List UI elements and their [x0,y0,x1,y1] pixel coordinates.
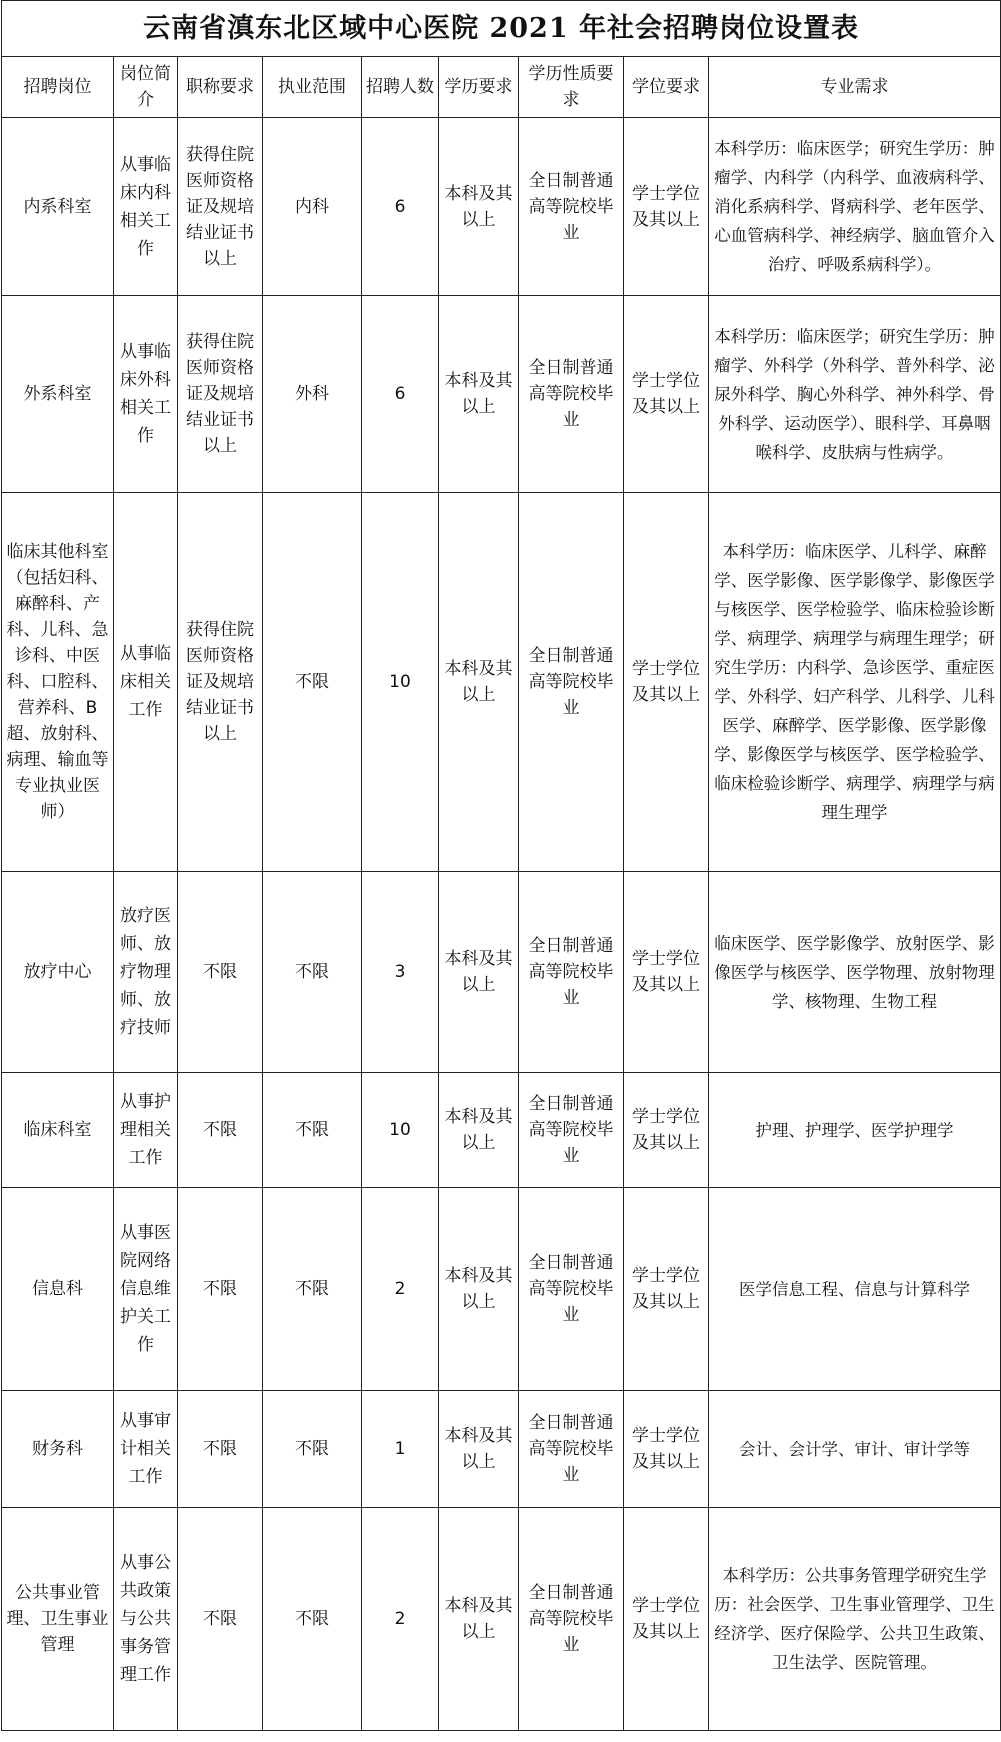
degree-cell: 学士学位及其以上 [624,296,709,493]
post-cell: 内系科室 [2,118,114,296]
major-cell: 本科学历：临床医学；研究生学历：肿瘤学、外科学（外科学、普外科学、泌尿外科学、胸心外科学、神外科学、骨外科学、运动医学）、眼科学、耳鼻咽喉科学、皮肤病与性病学。 [709,296,1001,493]
title-req-cell: 不限 [178,1391,263,1508]
intro-cell: 放疗医师、放疗物理师、放疗技师 [114,872,178,1073]
title-req-cell: 获得住院医师资格证及规培结业证书以上 [178,493,263,872]
intro-cell: 从事临床外科相关工作 [114,296,178,493]
table-row [2,1073,1001,1188]
table-row [2,296,1001,493]
edu-type-cell: 全日制普通高等院校毕业 [519,296,624,493]
major-cell: 医学信息工程、信息与计算科学 [709,1188,1001,1391]
edu-type-cell: 全日制普通高等院校毕业 [519,1391,624,1508]
scope-cell: 外科 [263,296,362,493]
intro-cell: 从事临床内科相关工作 [114,118,178,296]
count-cell: 2 [362,1188,439,1391]
count-cell: 3 [362,872,439,1073]
count-cell: 6 [362,296,439,493]
header-count: 招聘人数 [362,57,439,118]
header-edu: 学历要求 [439,57,519,118]
edu-cell: 本科及其以上 [439,872,519,1073]
post-cell: 外系科室 [2,296,114,493]
title-req-cell: 不限 [178,1188,263,1391]
post-cell: 放疗中心 [2,872,114,1073]
intro-cell: 从事护理相关工作 [114,1073,178,1188]
table-row [2,493,1001,872]
degree-cell: 学士学位及其以上 [624,1073,709,1188]
header-edu-type: 学历性质要求 [519,57,624,118]
degree-cell: 学士学位及其以上 [624,493,709,872]
header-scope: 执业范围 [263,57,362,118]
table-row [2,1188,1001,1391]
table-title: 云南省滇东北区域中心医院 2021 年社会招聘岗位设置表 [2,1,1001,57]
header-degree: 学位要求 [624,57,709,118]
degree-cell: 学士学位及其以上 [624,1508,709,1731]
edu-cell: 本科及其以上 [439,118,519,296]
table-row [2,1508,1001,1731]
major-cell: 本科学历：临床医学、儿科学、麻醉学、医学影像、医学影像学、影像医学与核医学、医学检验学、临床检验诊断学、病理学、病理学与病理生理学；研究生学历：内科学、急诊医学、重症医学、外科学、妇产科学、儿科学、儿科医学、麻醉学、医学影像、医学影像学、影像医学与核医学、医学检验学、临床检验诊断学、病理学、病理学与病理生理学 [709,493,1001,872]
scope-cell: 不限 [263,493,362,872]
title-req-cell: 不限 [178,1073,263,1188]
count-cell: 1 [362,1391,439,1508]
count-cell: 6 [362,118,439,296]
scope-cell: 不限 [263,872,362,1073]
edu-type-cell: 全日制普通高等院校毕业 [519,1188,624,1391]
edu-type-cell: 全日制普通高等院校毕业 [519,1508,624,1731]
table-row [2,118,1001,296]
table-row [2,1391,1001,1508]
major-cell: 护理、护理学、医学护理学 [709,1073,1001,1188]
recruitment-table [1,0,1001,1731]
major-cell: 本科学历：公共事务管理学研究生学历：社会医学、卫生事业管理学、卫生经济学、医疗保险学、公共卫生政策、卫生法学、医院管理。 [709,1508,1001,1731]
major-cell: 本科学历：临床医学；研究生学历：肿瘤学、内科学（内科学、血液病科学、消化系病科学、肾病科学、老年医学、心血管病科学、神经病学、脑血管介入治疗、呼吸系病科学）。 [709,118,1001,296]
header-row [2,57,1001,118]
header-post: 招聘岗位 [2,57,114,118]
count-cell: 10 [362,1073,439,1188]
intro-cell: 从事临床相关工作 [114,493,178,872]
scope-cell: 不限 [263,1391,362,1508]
post-cell: 临床其他科室（包括妇科、麻醉科、产科、儿科、急诊科、中医科、口腔科、营养科、B超、放射科、病理、输血等专业执业医师） [2,493,114,872]
degree-cell: 学士学位及其以上 [624,118,709,296]
edu-cell: 本科及其以上 [439,1188,519,1391]
title-req-cell: 获得住院医师资格证及规培结业证书以上 [178,296,263,493]
scope-cell: 不限 [263,1073,362,1188]
title-req-cell: 不限 [178,872,263,1073]
table-row [2,872,1001,1073]
header-intro: 岗位简介 [114,57,178,118]
major-cell: 临床医学、医学影像学、放射医学、影像医学与核医学、医学物理、放射物理学、核物理、生物工程 [709,872,1001,1073]
scope-cell: 内科 [263,118,362,296]
intro-cell: 从事医院网络信息维护关工作 [114,1188,178,1391]
post-cell: 临床科室 [2,1073,114,1188]
edu-cell: 本科及其以上 [439,1508,519,1731]
edu-cell: 本科及其以上 [439,296,519,493]
post-cell: 公共事业管理、卫生事业管理 [2,1508,114,1731]
header-major: 专业需求 [709,57,1001,118]
edu-type-cell: 全日制普通高等院校毕业 [519,1073,624,1188]
title-req-cell: 不限 [178,1508,263,1731]
post-cell: 财务科 [2,1391,114,1508]
edu-cell: 本科及其以上 [439,493,519,872]
degree-cell: 学士学位及其以上 [624,1188,709,1391]
intro-cell: 从事审计相关工作 [114,1391,178,1508]
edu-type-cell: 全日制普通高等院校毕业 [519,118,624,296]
intro-cell: 从事公共政策与公共事务管理工作 [114,1508,178,1731]
degree-cell: 学士学位及其以上 [624,1391,709,1508]
edu-cell: 本科及其以上 [439,1073,519,1188]
post-cell: 信息科 [2,1188,114,1391]
count-cell: 2 [362,1508,439,1731]
degree-cell: 学士学位及其以上 [624,872,709,1073]
edu-cell: 本科及其以上 [439,1391,519,1508]
header-title-req: 职称要求 [178,57,263,118]
major-cell: 会计、会计学、审计、审计学等 [709,1391,1001,1508]
scope-cell: 不限 [263,1188,362,1391]
title-req-cell: 获得住院医师资格证及规培结业证书以上 [178,118,263,296]
scope-cell: 不限 [263,1508,362,1731]
edu-type-cell: 全日制普通高等院校毕业 [519,493,624,872]
count-cell: 10 [362,493,439,872]
edu-type-cell: 全日制普通高等院校毕业 [519,872,624,1073]
